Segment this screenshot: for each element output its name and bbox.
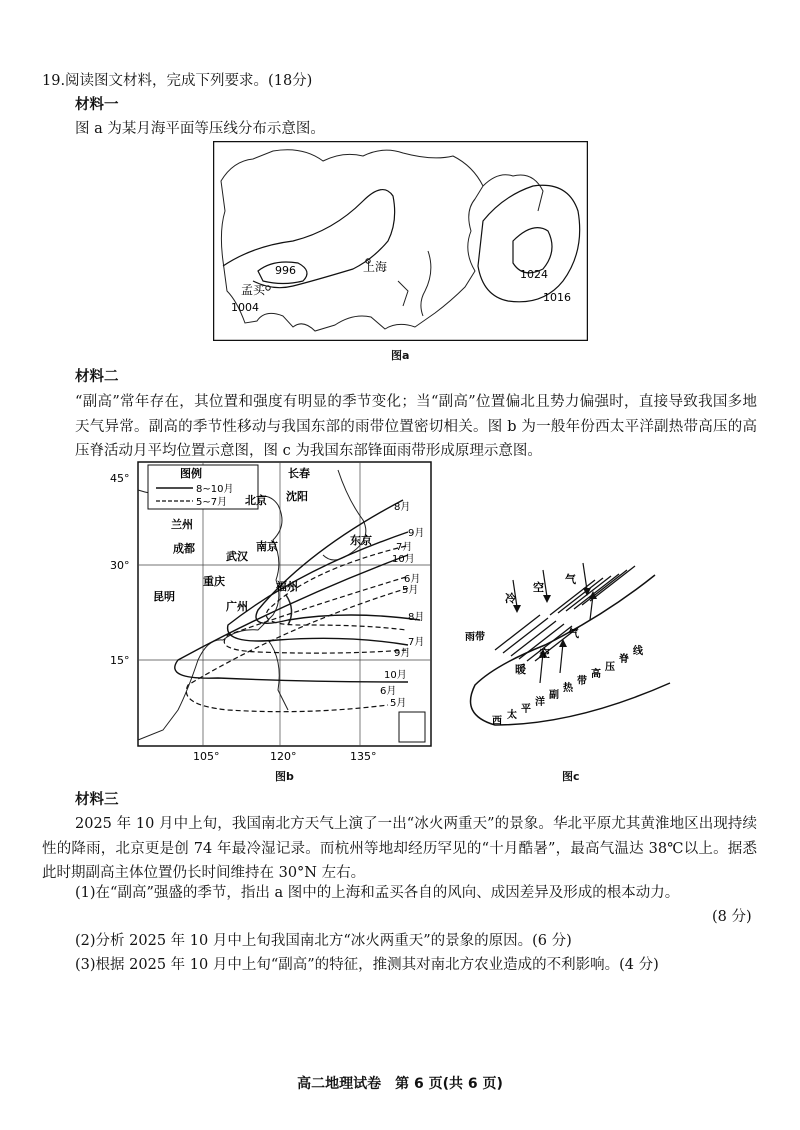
city-chengdu: 成都	[173, 542, 195, 555]
label-1024: 1024	[520, 268, 548, 281]
month-5-lower: 5月	[390, 698, 407, 709]
ridge-char: 平	[521, 704, 531, 715]
lat-30: 30°	[110, 559, 130, 572]
material-1-text: 图 a 为某月海平面等压线分布示意图。	[75, 121, 325, 137]
lon-105: 105°	[193, 750, 220, 763]
warm-air-1: 暖	[515, 663, 526, 676]
month-8-upper: 8月	[394, 502, 411, 513]
figure-a-map	[213, 141, 588, 341]
label-1004: 1004	[231, 301, 259, 314]
city-changchun: 长春	[288, 467, 310, 480]
month-9-lower: 9月	[394, 648, 411, 659]
page-footer: 高二地理试卷 第 6 页(共 6 页)	[297, 1076, 503, 1092]
cold-air-3: 气	[565, 573, 576, 586]
ridge-char: 太	[507, 710, 517, 721]
legend-solid-label: 8~10月	[196, 484, 234, 495]
material-3-text: 2025 年 10 月中上旬，我国南北方天气上演了一出“冰火两重天”的景象。华北平原尤其黄淮地区出现持续性的降雨，北京更是创 74 年最冷湿记录。而杭州等地却经历罕见的“十月酷暑”，最高气温达 38℃以上。据悉此时期副高主体位置仍长时间维持在 30°N 左右。	[42, 816, 757, 881]
question-2: (2)分析 2025 年 10 月中上旬我国南北方“冰火两重天”的景象的原因。(6 分)	[75, 933, 572, 949]
figure-b-map	[108, 460, 438, 765]
figure-a-caption: 图a	[391, 349, 410, 362]
cold-air-1: 冷	[505, 592, 516, 605]
warm-air-3: 气	[568, 627, 579, 640]
question-3: (3)根据 2025 年 10 月中上旬“副高”的特征，推测其对南北方农业造成的不利影响。(4 分)	[75, 957, 659, 973]
city-kunming: 昆明	[153, 590, 175, 603]
lon-135: 135°	[350, 750, 377, 763]
question-1: (1)在“副高”强盛的季节，指出 a 图中的上海和孟买各自的风向、成因差异及形成的根本动力。	[75, 885, 680, 901]
ridge-char: 副	[549, 690, 559, 701]
ridge-char: 脊	[619, 654, 629, 665]
month-10-upper: 10月	[392, 554, 415, 565]
city-fuzhou: 福州	[276, 580, 298, 593]
ridge-char: 压	[605, 662, 615, 673]
label-1016: 1016	[543, 291, 571, 304]
month-5-upper: 5月	[402, 585, 419, 596]
cold-air-2: 空	[533, 581, 544, 594]
city-wuhan: 武汉	[226, 550, 248, 563]
ridge-char: 西	[492, 716, 502, 727]
label-996: 996	[275, 264, 296, 277]
ridge-char: 线	[633, 646, 643, 657]
lat-45: 45°	[110, 472, 130, 485]
warm-air-2: 空	[539, 647, 550, 660]
city-nanjing: 南京	[256, 540, 278, 553]
rain-belt-label: 雨带	[465, 632, 485, 643]
figure-c-diagram	[455, 555, 690, 755]
legend-title: 图例	[180, 467, 202, 480]
ridge-char: 热	[563, 683, 573, 694]
month-10-lower: 10月	[384, 670, 407, 681]
material-3-title: 材料三	[75, 791, 119, 808]
legend-dash-label: 5~7月	[196, 497, 228, 508]
ridge-char: 带	[577, 676, 587, 687]
lon-120: 120°	[270, 750, 297, 763]
question-header: 19.阅读图文材料，完成下列要求。(18分)	[42, 73, 313, 89]
month-9-upper: 9月	[408, 528, 425, 539]
ridge-char: 高	[591, 669, 601, 680]
label-shanghai: 上海	[363, 260, 388, 274]
month-6-upper: 6月	[404, 574, 421, 585]
figure-c-caption: 图c	[562, 770, 580, 783]
lat-15: 15°	[110, 654, 130, 667]
month-6-lower: 6月	[380, 686, 397, 697]
figure-b-caption: 图b	[275, 770, 294, 783]
material-2-text: “副高”常年存在，其位置和强度有明显的季节变化；当“副高”位置偏北且势力偏强时，直接导致我国多地天气异常。副高的季节性移动与我国东部的雨带位置密切相关。图 b 为一般年份西太平洋副热带高压的高压脊活动月平均位置示意图，图 c 为我国东部锋面雨带形成原理示意图。	[75, 394, 757, 459]
city-guangzhou: 广州	[226, 600, 248, 613]
question-1-score: (8 分)	[712, 909, 752, 925]
material-2-title: 材料二	[75, 368, 119, 385]
city-shenyang: 沈阳	[286, 490, 308, 503]
month-7-upper: 7月	[396, 542, 413, 553]
city-chongqing: 重庆	[203, 575, 225, 588]
city-dongjing: 东京	[350, 534, 372, 547]
material-1-title: 材料一	[75, 96, 119, 113]
ridge-char: 洋	[535, 697, 545, 708]
label-mumbai: 孟买	[241, 283, 266, 297]
city-beijing: 北京	[245, 494, 267, 507]
month-7-lower: 7月	[408, 637, 425, 648]
month-8-lower: 8月	[408, 612, 425, 623]
city-lanzhou: 兰州	[171, 518, 193, 531]
